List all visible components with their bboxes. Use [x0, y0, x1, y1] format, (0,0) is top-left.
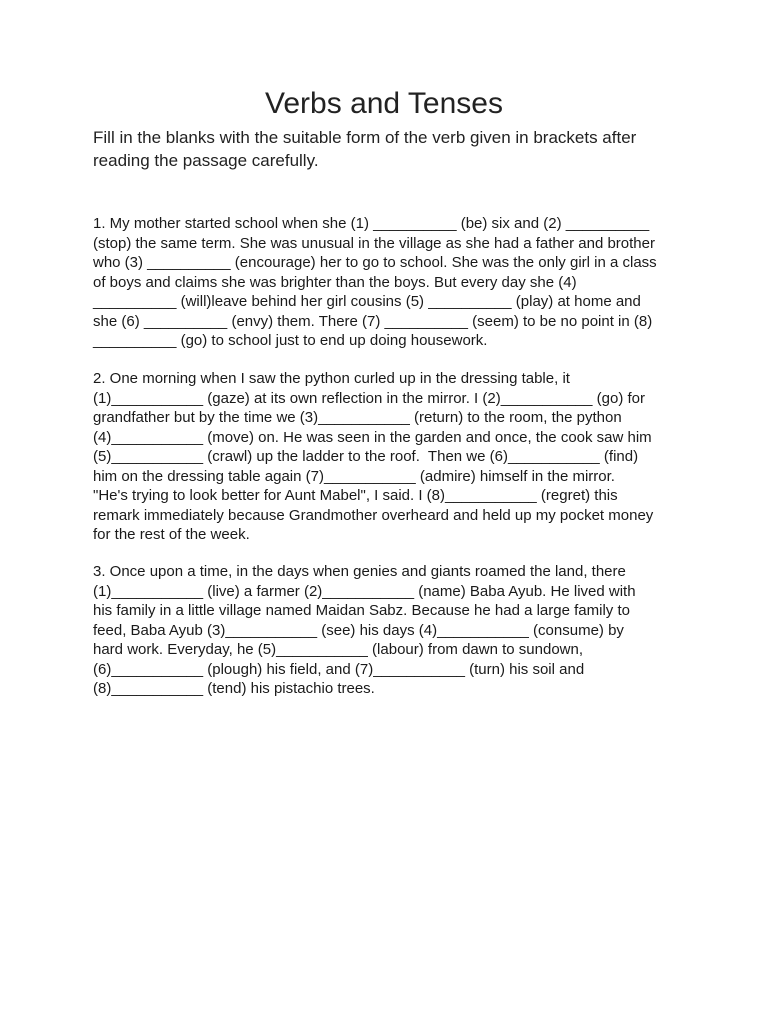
passage-line: remark immediately because Grandmother overheard and held up my pocket money — [93, 506, 654, 524]
passage-line: (4)___________ (move) on. He was seen in the garden and once, the cook saw him — [93, 428, 652, 446]
passage-line: (1)___________ (gaze) at its own reflection in the mirror. I (2)___________ (go) for — [93, 389, 645, 407]
passage-line: 2. One morning when I saw the python curled up in the dressing table, it — [93, 370, 570, 387]
passage-line: (5)___________ (crawl) up the ladder to the roof. Then we (6)___________ (find) — [93, 448, 639, 465]
passage-line: (6)___________ (plough) his field, and (7)___________ (turn) his soil and — [93, 660, 585, 678]
passage-line: she (6) __________ (envy) them. There (7) __________ (seem) to be no point in (8) — [93, 312, 653, 330]
passage-line: 1. My mother started school when she (1) __________ (be) six and (2) __________ — [93, 215, 650, 232]
passage-line: (1)___________ (live) a farmer (2)___________ (name) Baba Ayub. He lived with — [93, 582, 636, 600]
passage-line: for the rest of the week. — [93, 526, 250, 543]
passage-line: (stop) the same term. She was unusual in the village as she had a father and brother — [93, 234, 655, 252]
instructions: Fill in the blanks with the suitable form of the verb given in brackets after reading the passage carefully. — [93, 128, 637, 170]
passage-line: __________ (go) to school just to end up doing housework. — [93, 332, 488, 349]
passage-line: his family in a little village named Maidan Sabz. Because he had a large family to — [93, 602, 630, 619]
passage-line: of boys and claims she was brighter than the boys. But every day she (4) — [93, 273, 577, 291]
passage-line: 3. Once upon a time, in the days when genies and giants roamed the land, there — [93, 563, 626, 580]
passage-line: grandfather but by the time we (3)___________ (return) to the room, the python — [93, 409, 622, 426]
page-title: Verbs and Tenses — [265, 87, 503, 120]
passage-line: (8)___________ (tend) his pistachio trees. — [93, 680, 375, 697]
passage-line: feed, Baba Ayub (3)___________ (see) his days (4)___________ (consume) by — [93, 621, 624, 639]
passage-line: him on the dressing table again (7)___________ (admire) himself in the mirror. — [93, 467, 615, 485]
passage-line: who (3) __________ (encourage) her to go to school. She was the only girl in a class — [93, 254, 657, 271]
passage-line: __________ (will)leave behind her girl cousins (5) __________ (play) at home and — [93, 293, 641, 310]
passage-line: hard work. Everyday, he (5)___________ (labour) from dawn to sundown, — [93, 641, 583, 658]
passage-line: "He's trying to look better for Aunt Mabel", I said. I (8)___________ (regret) this — [93, 487, 618, 504]
